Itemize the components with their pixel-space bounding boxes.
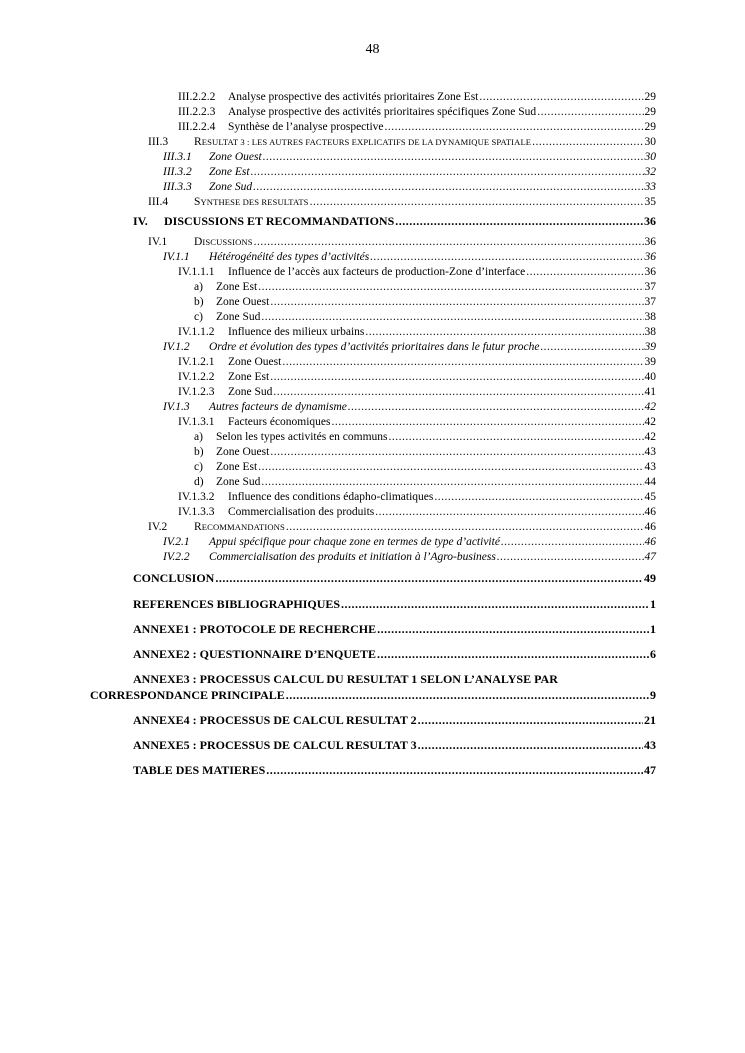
toc-entry-page: 36 — [644, 236, 656, 248]
toc-entry-page: 49 — [644, 571, 656, 585]
toc-entry-title-continued: CORRESPONDANCE PRINCIPALE — [90, 688, 285, 702]
toc-entry-page: 43 — [644, 738, 656, 752]
toc-entry-page: 43 — [644, 461, 656, 473]
toc-entry[interactable] — [133, 737, 656, 753]
toc-entry-title: SYNTHESE DES RESULTATS — [194, 196, 309, 208]
toc-entry[interactable] — [133, 621, 656, 637]
toc-entry-page: 21 — [644, 713, 656, 727]
toc-entry-title: DISCUSSIONS ET RECOMMANDATIONS — [164, 214, 395, 228]
toc-entry[interactable] — [163, 399, 656, 415]
toc-entry[interactable] — [178, 119, 656, 135]
toc-entry-title: TABLE DES MATIERES — [133, 763, 266, 777]
toc-entry[interactable] — [194, 444, 656, 460]
dot-leader — [310, 194, 644, 210]
toc-entry-number: IV.2.2 — [163, 551, 190, 563]
dot-leader — [348, 399, 644, 415]
dot-leader — [286, 519, 644, 535]
toc-entry-title: CONCLUSION — [133, 571, 215, 585]
dot-leader — [282, 354, 643, 370]
toc-entry-number: a) — [194, 281, 203, 293]
toc-entry-page: 42 — [644, 401, 656, 413]
toc-entry-title: ANNEXE4 : PROCESSUS DE CALCUL RESULTAT 2 — [133, 713, 417, 727]
toc-entry[interactable] — [178, 264, 656, 280]
dot-leader — [258, 279, 643, 295]
toc-entry-page: 29 — [644, 91, 656, 103]
toc-entry-page: 47 — [644, 763, 656, 777]
toc-entry-number: IV. — [133, 214, 148, 228]
dot-leader — [273, 384, 643, 400]
toc-entry[interactable] — [163, 249, 656, 265]
toc-entry-title: Influence de l’accès aux facteurs de production-Zone d’interface — [228, 266, 526, 278]
toc-entry-number: b) — [194, 296, 204, 308]
toc-entry-page: 36 — [644, 214, 656, 228]
toc-entry-title: Zone Ouest — [209, 151, 262, 163]
toc-entry-page: 38 — [644, 311, 656, 323]
toc-entry-title: Influence des milieux urbains — [228, 326, 365, 338]
toc-entry-number: IV.1.1 — [163, 251, 190, 263]
dot-leader — [389, 429, 644, 445]
toc-entry[interactable] — [163, 179, 656, 195]
dot-leader — [215, 570, 643, 586]
dot-leader — [377, 646, 649, 662]
dot-leader — [270, 444, 643, 460]
toc-entry-number: IV.1 — [148, 236, 168, 248]
toc-entry-page: 30 — [644, 136, 656, 148]
dot-leader — [434, 489, 643, 505]
toc-entry-title: Synthèse de l’analyse prospective — [228, 121, 384, 133]
toc-entry-number: III.3.1 — [163, 151, 192, 163]
toc-entry-line1[interactable] — [133, 671, 656, 687]
toc-entry-number: III.3 — [148, 136, 169, 148]
dot-leader — [251, 164, 644, 180]
dot-leader — [370, 249, 643, 265]
toc-entry[interactable] — [163, 534, 656, 550]
toc-entry[interactable] — [133, 570, 656, 586]
toc-entry[interactable] — [133, 213, 656, 229]
dot-leader — [537, 104, 643, 120]
toc-entry[interactable] — [194, 309, 656, 325]
toc-entry-number: IV.1.3.2 — [178, 491, 215, 503]
toc-entry-page: 42 — [644, 416, 656, 428]
toc-entry-page: 39 — [644, 356, 656, 368]
toc-entry-page: 47 — [644, 551, 656, 563]
toc-entry-title: ANNEXE5 : PROCESSUS DE CALCUL RESULTAT 3 — [133, 738, 417, 752]
toc-entry[interactable] — [163, 164, 656, 180]
toc-entry-title: REFERENCES BIBLIOGRAPHIQUES — [133, 597, 341, 611]
toc-entry-title: Autres facteurs de dynamisme — [209, 401, 347, 413]
toc-entry-title: Zone Ouest — [228, 356, 282, 368]
toc-entry-page: 39 — [644, 341, 656, 353]
toc-entry-page: 37 — [644, 296, 656, 308]
toc-entry-number: IV.2 — [148, 521, 168, 533]
toc-entry-page: 42 — [644, 431, 656, 443]
toc-entry-number: c) — [194, 311, 203, 323]
toc-entry-title: Hétérogénéité des types d’activités — [209, 251, 370, 263]
toc-entry-page: 41 — [644, 386, 656, 398]
toc-entry-page: 37 — [644, 281, 656, 293]
toc-entry-page: 40 — [644, 371, 656, 383]
toc-entry[interactable] — [163, 339, 656, 355]
toc-entry[interactable] — [148, 134, 656, 150]
toc-entry-title: Commercialisation des produits et initiation à l’Agro-business — [209, 551, 496, 563]
toc-entry-number: III.3.3 — [163, 181, 192, 193]
toc-entry-page: 30 — [644, 151, 656, 163]
toc-entry-title: Ordre et évolution des types d’activités prioritaires dans le futur proche — [209, 341, 540, 353]
toc-entry-number: d) — [194, 476, 204, 488]
toc-entry[interactable] — [194, 279, 656, 295]
dot-leader — [526, 264, 643, 280]
dot-leader — [385, 119, 644, 135]
toc-entry-number: IV.1.1.2 — [178, 326, 215, 338]
toc-entry[interactable] — [133, 596, 656, 612]
toc-entry[interactable] — [148, 194, 656, 210]
toc-entry-title: Zone Est — [216, 461, 258, 473]
toc-entry-number: IV.1.2 — [163, 341, 190, 353]
toc-entry-page: 46 — [644, 536, 656, 548]
dot-leader — [341, 596, 649, 612]
toc-entry-title: Analyse prospective des activités prioritaires spécifiques Zone Sud — [228, 106, 537, 118]
dot-leader — [395, 213, 643, 229]
toc-entry-page: 33 — [644, 181, 656, 193]
toc-entry-title: Zone Ouest — [216, 296, 270, 308]
toc-entry-page: 44 — [644, 476, 656, 488]
toc-entry-title: Zone Sud — [209, 181, 253, 193]
dot-leader — [501, 534, 644, 550]
toc-entry[interactable] — [148, 519, 656, 535]
toc-entry-title: Selon les types activités en communs — [216, 431, 388, 443]
toc-entry-page: 29 — [644, 106, 656, 118]
dot-leader — [286, 687, 649, 703]
toc-entry-number: IV.1.1.1 — [178, 266, 215, 278]
toc-entry[interactable] — [133, 646, 656, 662]
dot-leader — [375, 504, 643, 520]
toc-entry-title: RESULTAT 3 : LES AUTRES FACTEURS EXPLICATIFS DE LA DYNAMIQUE SPATIALE — [194, 136, 532, 148]
dot-leader — [532, 134, 643, 150]
toc-entry[interactable] — [178, 414, 656, 430]
toc-entry-number: IV.1.3.3 — [178, 506, 215, 518]
toc-entry-page: 36 — [644, 266, 656, 278]
toc-entry-title: Facteurs économiques — [228, 416, 331, 428]
toc-entry-title: ANNEXE2 : QUESTIONNAIRE D’ENQUETE — [133, 647, 377, 661]
toc-entry[interactable] — [178, 354, 656, 370]
toc-entry-number: III.4 — [148, 196, 169, 208]
toc-entry-page: 46 — [644, 521, 656, 533]
toc-entry-page: 36 — [644, 251, 656, 263]
page-number: 48 — [365, 42, 380, 57]
toc-entry-title: Commercialisation des produits — [228, 506, 375, 518]
toc-entry-number: III.3.2 — [163, 166, 192, 178]
toc-entry[interactable] — [163, 149, 656, 165]
toc-entry-line2[interactable] — [90, 687, 656, 703]
toc-entry-title: Zone Ouest — [216, 446, 270, 458]
toc-entry-number: IV.2.1 — [163, 536, 190, 548]
toc-entry-number: III.2.2.3 — [178, 106, 216, 118]
toc-entry-title: DISCUSSIONS — [194, 236, 253, 248]
dot-leader — [266, 762, 643, 778]
toc-entry-title: ANNEXE3 : PROCESSUS CALCUL DU RESULTAT 1 SELON L’ANALYSE PAR — [133, 672, 558, 686]
toc-entry-page: 1 — [650, 597, 656, 611]
toc-entry-title: Influence des conditions édapho-climatiques — [228, 491, 434, 503]
toc-entry-number: III.2.2.4 — [178, 121, 216, 133]
dot-leader — [254, 234, 644, 250]
toc-entry[interactable] — [178, 504, 656, 520]
toc-entry-number: IV.1.3.1 — [178, 416, 215, 428]
toc-entry-number: IV.1.3 — [163, 401, 190, 413]
dot-leader — [270, 369, 643, 385]
dot-leader — [540, 339, 643, 355]
toc-entry-page: 32 — [644, 166, 656, 178]
toc-entry-page: 9 — [650, 688, 656, 702]
toc-entry-title: Zone Sud — [228, 386, 273, 398]
toc-entry[interactable] — [133, 762, 656, 778]
toc-entry-number: a) — [194, 431, 203, 443]
dot-leader — [261, 309, 643, 325]
toc-entry-title: Zone Est — [216, 281, 258, 293]
toc-entry[interactable] — [148, 234, 656, 250]
toc-entry-page: 35 — [644, 196, 656, 208]
dot-leader — [258, 459, 643, 475]
toc-entry[interactable] — [178, 369, 656, 385]
toc-entry-number: b) — [194, 446, 204, 458]
toc-entry[interactable] — [194, 429, 656, 445]
dot-leader — [332, 414, 644, 430]
dot-leader — [418, 737, 643, 753]
toc-entry-title: Zone Est — [228, 371, 270, 383]
toc-entry-number: IV.1.2.1 — [178, 356, 215, 368]
toc-entry[interactable] — [178, 104, 656, 120]
dot-leader — [418, 712, 643, 728]
toc-entry-title: Zone Sud — [216, 311, 261, 323]
dot-leader — [270, 294, 643, 310]
toc-entry-title: RECOMMANDATIONS — [194, 521, 285, 533]
toc-entry[interactable] — [178, 324, 656, 340]
toc-entry-number: IV.1.2.2 — [178, 371, 215, 383]
toc-entry-number: c) — [194, 461, 203, 473]
toc-entry-title: Analyse prospective des activités prioritaires Zone Est — [228, 91, 479, 103]
toc-entry[interactable] — [133, 712, 656, 728]
toc-entry-title: ANNEXE1 : PROTOCOLE DE RECHERCHE — [133, 622, 377, 636]
dot-leader — [479, 89, 643, 105]
dot-leader — [497, 549, 644, 565]
toc-entry-title: Zone Est — [209, 166, 250, 178]
toc-entry-title: Appui spécifique pour chaque zone en termes de type d’activité — [209, 536, 500, 548]
toc-entry-page: 1 — [650, 622, 656, 636]
dot-leader — [365, 324, 643, 340]
toc-entry-page: 45 — [644, 491, 656, 503]
toc-entry[interactable] — [163, 549, 656, 565]
toc-entry[interactable] — [178, 384, 656, 400]
toc-entry[interactable] — [178, 489, 656, 505]
toc-entry-page: 43 — [644, 446, 656, 458]
toc-entry-number: IV.1.2.3 — [178, 386, 215, 398]
dot-leader — [253, 179, 643, 195]
toc-entry-page: 46 — [644, 506, 656, 518]
toc-entry-number: III.2.2.2 — [178, 91, 216, 103]
toc-entry[interactable] — [194, 294, 656, 310]
toc-entry[interactable] — [178, 89, 656, 105]
toc-entry[interactable] — [194, 474, 656, 490]
dot-leader — [263, 149, 644, 165]
dot-leader — [261, 474, 643, 490]
toc-entry-page: 38 — [644, 326, 656, 338]
dot-leader — [377, 621, 649, 637]
toc-entry-page: 29 — [644, 121, 656, 133]
toc-entry-title: Zone Sud — [216, 476, 261, 488]
toc-entry-page: 6 — [650, 647, 656, 661]
toc-entry[interactable] — [194, 459, 656, 475]
